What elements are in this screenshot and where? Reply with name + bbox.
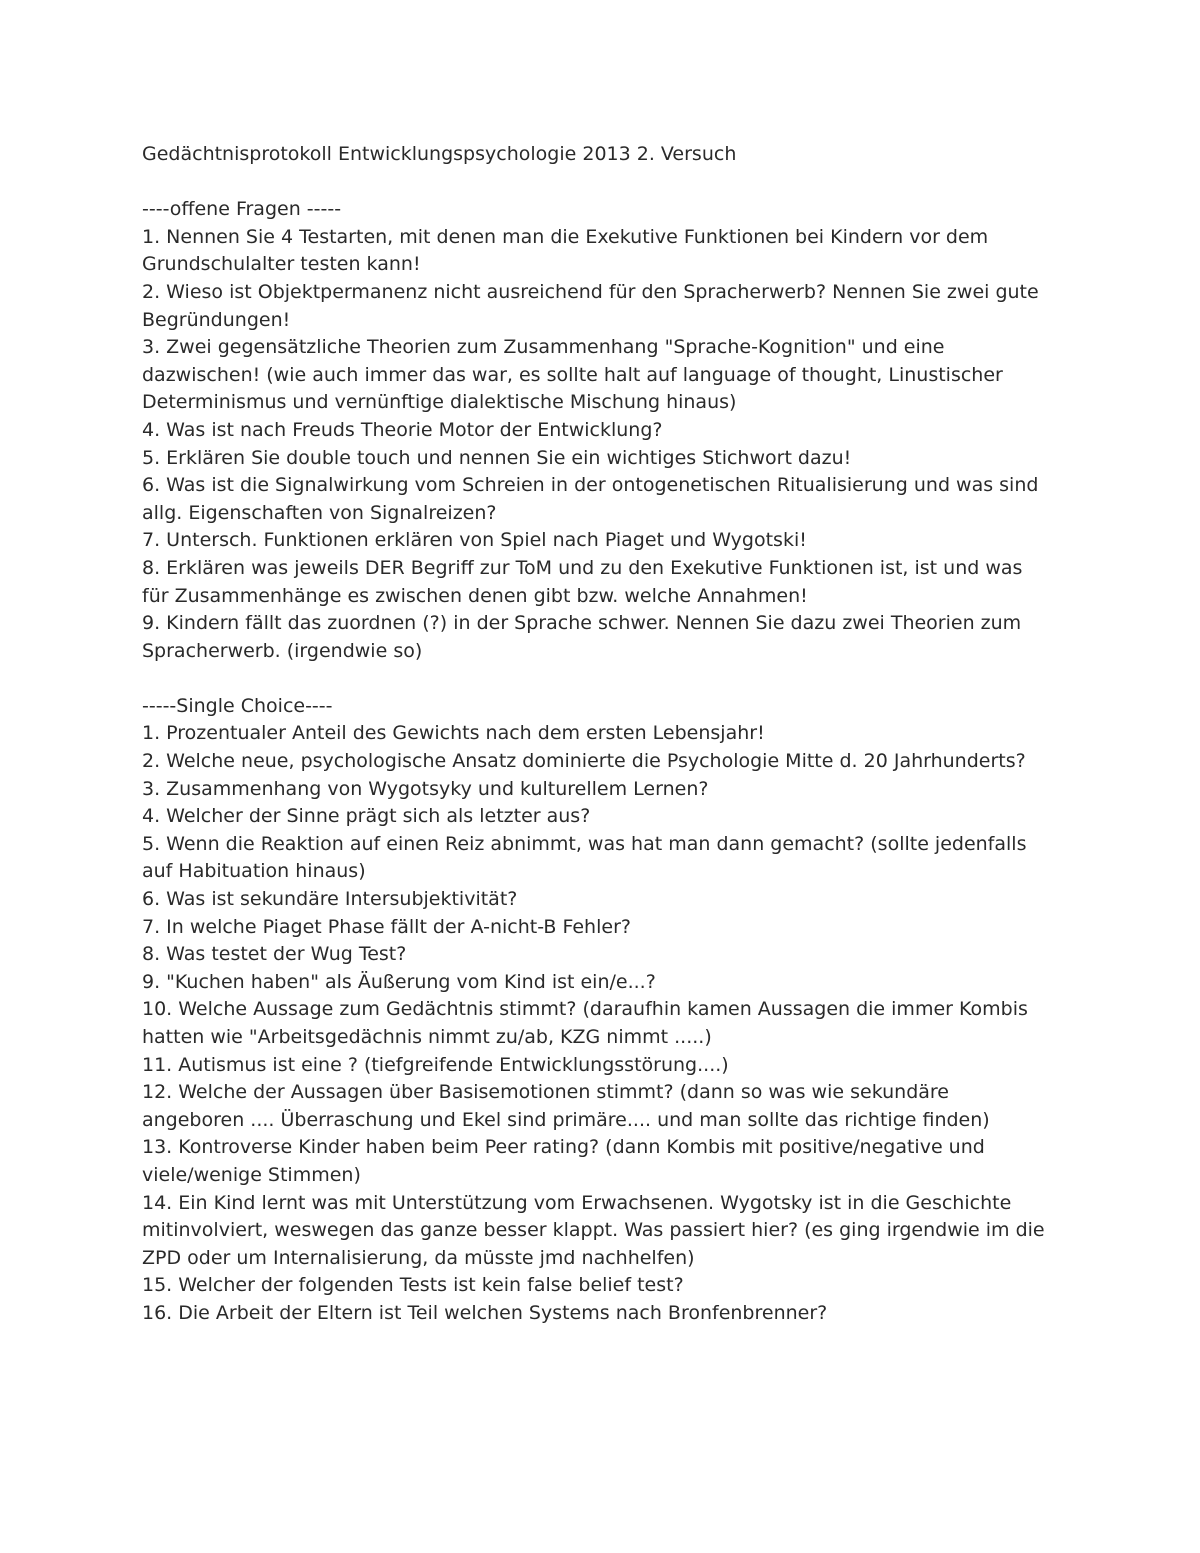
single-choice-question-line: angeboren .... Überraschung und Ekel sind primäre.... und man sollte das richtige finden) [142,1108,990,1131]
open-question-line: 4. Was ist nach Freuds Theorie Motor der Entwicklung? [142,418,663,441]
open-question [142,555,1142,610]
single-choice-question-line: 1. Prozentualer Anteil des Gewichts nach dem ersten Lebensjahr! [142,722,765,745]
open-question-line: für Zusammenhänge es zwischen denen gibt bzw. welche Annahmen! [142,584,808,607]
single-choice-question-line: 11. Autismus ist eine ? (tiefgreifende Entwicklungsstörung....) [142,1053,729,1076]
single-choice-question-line: 3. Zusammenhang von Wygotsyky und kulturellem Lernen? [142,777,709,800]
document-title: Gedächtnisprotokoll Entwicklungspsychologie 2013 2. Versuch [142,143,737,165]
open-questions-list [142,224,1142,666]
single-choice-question-line: ZPD oder um Internalisierung, da müsste jmd nachhelfen) [142,1246,695,1269]
single-choice-question-line: 2. Welche neue, psychologische Ansatz dominierte die Psychologie Mitte d. 20 Jahrhunderts? [142,750,1026,773]
open-question-line: Determinismus und vernünftige dialektische Mischung hinaus) [142,391,737,414]
open-question-line: 9. Kindern fällt das zuordnen (?) in der Sprache schwer. Nennen Sie dazu zwei Theorien zum [142,612,1022,635]
single-choice-question-line: 9. "Kuchen haben" als Äußerung vom Kind ist ein/e...? [142,970,656,993]
open-question-line: 6. Was ist die Signalwirkung vom Schreien in der ontogenetischen Ritualisierung und was sind [142,474,1039,497]
single-choice-question [142,996,1142,1051]
single-choice-question [142,1272,1142,1300]
single-choice-question-line: 10. Welche Aussage zum Gedächtnis stimmt? (daraufhin kamen Aussagen die immer Kombis [142,998,1028,1021]
open-question-line: allg. Eigenschaften von Signalreizen? [142,501,497,524]
single-choice-question-line: 14. Ein Kind lernt was mit Unterstützung vom Erwachsenen. Wygotsky ist in die Geschichte [142,1191,1012,1214]
open-question [142,445,1142,473]
single-choice-question [142,914,1142,942]
single-choice-question [142,1052,1142,1080]
single-choice-question [142,1134,1142,1189]
spacer [142,665,1142,693]
open-question [142,417,1142,445]
single-choice-question [142,1300,1142,1328]
open-question [142,224,1142,279]
single-choice-header: -----Single Choice---- [142,694,333,717]
single-choice-question [142,803,1142,831]
open-question-line: 5. Erklären Sie double touch und nennen Sie ein wichtiges Stichwort dazu! [142,446,852,469]
single-choice-question [142,969,1142,997]
single-choice-question [142,720,1142,748]
open-question-line: Grundschulalter testen kann! [142,253,421,276]
open-question [142,279,1142,334]
single-choice-question-line: 4. Welcher der Sinne prägt sich als letzter aus? [142,805,591,828]
single-choice-question-line: hatten wie "Arbeitsgedächnis nimmt zu/ab, KZG nimmt .....) [142,1026,712,1048]
open-question-line: 8. Erklären was jeweils DER Begriff zur ToM und zu den Exekutive Funktionen ist, ist und was [142,556,1023,579]
open-question-line: Begründungen! [142,308,291,331]
single-choice-question-line: 5. Wenn die Reaktion auf einen Reiz abnimmt, was hat man dann gemacht? (sollte jedenfalls [142,832,1027,855]
single-choice-question-line: 7. In welche Piaget Phase fällt der A-nicht-B Fehler? [142,915,631,938]
single-choice-question [142,831,1142,886]
open-question-line: dazwischen! (wie auch immer das war, es sollte halt auf language of thought, Linustischer [142,363,1003,386]
open-question [142,334,1142,417]
single-choice-question-line: 15. Welcher der folgenden Tests ist kein false belief test? [142,1274,684,1297]
single-choice-question [142,941,1142,969]
spacer [142,169,1142,197]
open-question [142,472,1142,527]
single-choice-question [142,886,1142,914]
open-question-line: 2. Wieso ist Objektpermanenz nicht ausreichend für den Spracherwerb? Nennen Sie zwei gute [142,280,1039,303]
single-choice-question [142,748,1142,776]
single-choice-question [142,1190,1142,1273]
single-choice-question-line: viele/wenige Stimmen) [142,1163,361,1186]
open-question-line: 3. Zwei gegensätzliche Theorien zum Zusammenhang "Sprache-Kognition" und eine [142,336,945,359]
open-question [142,527,1142,555]
single-choice-question [142,1079,1142,1134]
open-question-line: 1. Nennen Sie 4 Testarten, mit denen man die Exekutive Funktionen bei Kindern vor dem [142,225,989,248]
open-questions-header: ----offene Fragen ----- [142,198,342,221]
open-question-line: 7. Untersch. Funktionen erklären von Spiel nach Piaget und Wygotski! [142,529,807,552]
single-choice-question-line: 16. Die Arbeit der Eltern ist Teil welchen Systems nach Bronfenbrenner? [142,1301,828,1324]
single-choice-question [142,776,1142,804]
single-choice-question-line: auf Habituation hinaus) [142,860,366,883]
single-choice-question-line: 12. Welche der Aussagen über Basisemotionen stimmt? (dann so was wie sekundäre [142,1081,949,1104]
single-choice-question-line: 6. Was ist sekundäre Intersubjektivität? [142,888,518,911]
document-page [142,141,1142,1328]
single-choice-list [142,720,1142,1327]
single-choice-question-line: mitinvolviert, weswegen das ganze besser klappt. Was passiert hier? (es ging irgendwie im die [142,1219,1045,1242]
open-question [142,610,1142,665]
open-question-line: Spracherwerb. (irgendwie so) [142,639,423,662]
single-choice-question-line: 13. Kontroverse Kinder haben beim Peer rating? (dann Kombis mit positive/negative und [142,1136,985,1159]
single-choice-question-line: 8. Was testet der Wug Test? [142,943,407,966]
